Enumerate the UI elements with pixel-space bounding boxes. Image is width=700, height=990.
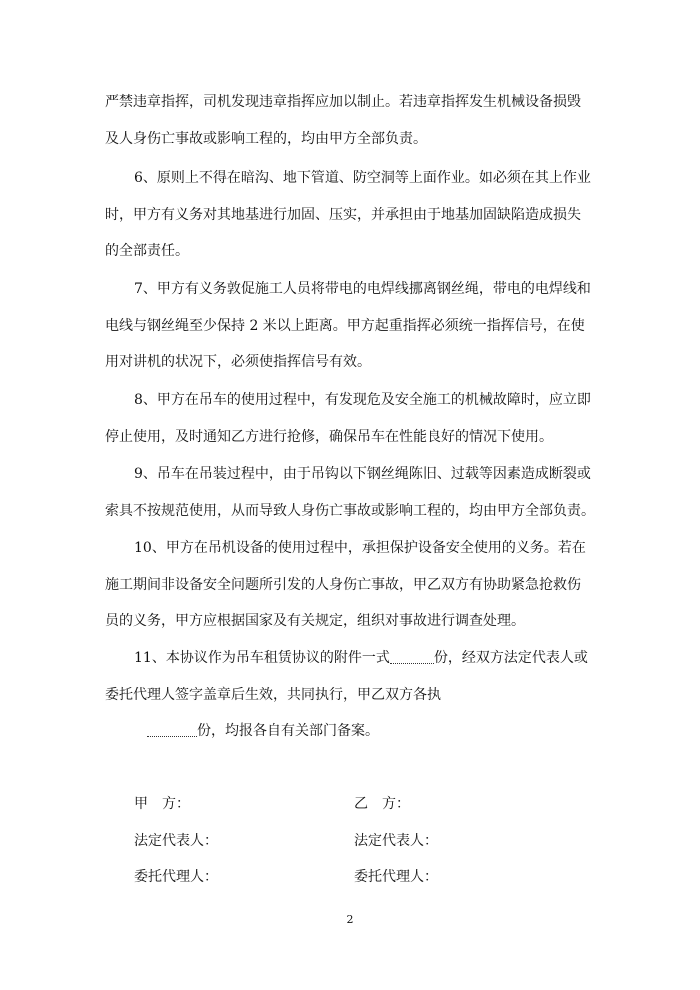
clause-9-line-2: 索具不按规范使用，从而导致人身伤亡事故或影响工程的，均由甲方全部负责。 (105, 503, 595, 519)
clause-8-line-1: 8、甲方在吊车的使用过程中，有发现危及安全施工的机械故障时，应立即 (134, 392, 591, 408)
party-b-label: 乙 方： (354, 796, 410, 812)
clause-11-line-2: 委托代理人签字盖章后生效，共同执行，甲乙双方各执 (105, 687, 441, 703)
clause-6-line-1: 6、原则上不得在暗沟、地下管道、防空洞等上面作业。如必须在其上作业 (134, 170, 591, 186)
clause-9-line-1: 9、吊车在吊装过程中，由于吊钩以下钢丝绳陈旧、过载等因素造成断裂或 (134, 466, 591, 482)
copies-blank-1 (390, 649, 434, 664)
agent-a-label: 委托代理人： (134, 869, 218, 885)
clause-10-line-2: 施工期间非设备安全问题所引发的人身伤亡事故，甲乙双方有协助紧急抢救伤 (105, 577, 581, 593)
legal-rep-b-label: 法定代表人： (354, 833, 438, 849)
clause-11-text-c: 份，均报各自有关部门备案。 (197, 723, 379, 739)
clause-6-line-3: 的全部责任。 (105, 243, 189, 259)
clause-8-line-2: 停止使用，及时通知乙方进行抢修，确保吊车在性能良好的情况下使用。 (105, 429, 553, 445)
intro-line-1: 严禁违章指挥，司机发现违章指挥应加以制止。若违章指挥发生机械设备损毁 (105, 94, 581, 110)
page-number: 2 (346, 913, 354, 926)
clause-10-line-3: 员的义务，甲方应根据国家及有关规定，组织对事故进行调查处理。 (105, 613, 525, 629)
clause-6-line-2: 时，甲方有义务对其地基进行加固、压实，并承担由于地基加固缺陷造成损失 (105, 207, 581, 223)
clause-7-line-1: 7、甲方有义务敦促施工人员将带电的电焊线挪离钢丝绳，带电的电焊线和 (134, 281, 591, 297)
clause-11-line-3 (147, 721, 647, 741)
agent-b-label: 委托代理人： (354, 869, 438, 885)
clause-11-text-b: 份，经双方法定代表人或 (433, 650, 588, 666)
clause-10-line-1: 10、甲方在吊机设备的使用过程中，承担保护设备安全使用的义务。若在 (134, 540, 586, 556)
intro-line-2: 及人身伤亡事故或影响工程的，均由甲方全部负责。 (105, 131, 427, 147)
copies-blank-2 (147, 722, 197, 737)
clause-11-line-1 (134, 648, 634, 668)
clause-11-text-a: 11、本协议作为吊车租赁协议的附件一式 (134, 650, 390, 666)
party-a-label: 甲 方： (134, 796, 190, 812)
clause-7-line-2: 电线与钢丝绳至少保持 2 米以上距离。甲方起重指挥必须统一指挥信号，在使 (105, 318, 585, 334)
clause-7-line-3: 用对讲机的状况下，必须使指挥信号有效。 (105, 354, 371, 370)
legal-rep-a-label: 法定代表人： (134, 833, 218, 849)
